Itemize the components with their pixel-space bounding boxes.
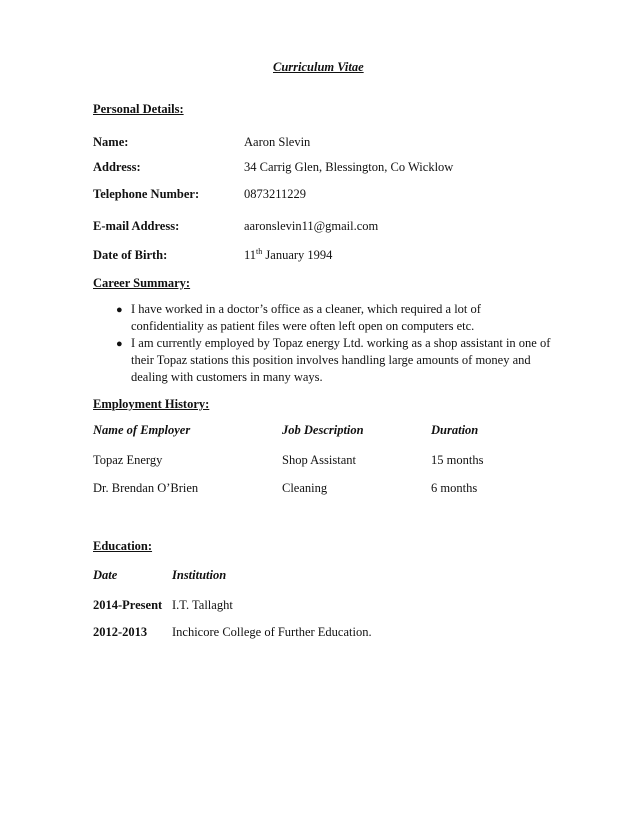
telephone-value: 0873211229 bbox=[244, 187, 307, 201]
document-title: Curriculum Vitae bbox=[273, 60, 364, 74]
education-row-2-institution: Inchicore College of Further Education. bbox=[172, 625, 372, 639]
employment-row-2-duration: 6 months bbox=[431, 481, 478, 495]
education-heading: Education: bbox=[93, 539, 153, 553]
dob-rest: January 1994 bbox=[262, 248, 333, 262]
address-value: 34 Carrig Glen, Blessington, Co Wicklow bbox=[244, 160, 454, 174]
employment-history-heading: Employment History: bbox=[93, 397, 210, 411]
name-value: Aaron Slevin bbox=[244, 135, 311, 149]
name-label: Name: bbox=[93, 135, 129, 149]
education-date-column-header: Date bbox=[93, 568, 118, 582]
telephone-label: Telephone Number: bbox=[93, 187, 200, 201]
employment-row-1-employer: Topaz Energy bbox=[93, 453, 163, 467]
dob-day: 11 bbox=[244, 248, 257, 262]
career-item-2: I am currently employed by Topaz energy Ltd. working as a shop assistant in one of their Topaz stations this position involves handling large amounts of money and dealing with customers in many ways. bbox=[131, 336, 551, 384]
email-value: aaronslevin11@gmail.com bbox=[244, 219, 379, 233]
dob-suffix: th bbox=[256, 246, 263, 256]
dob-label: Date of Birth: bbox=[93, 248, 168, 262]
career-summary-heading: Career Summary: bbox=[93, 276, 191, 290]
dob-value bbox=[244, 247, 332, 263]
bullet-icon: ● bbox=[116, 338, 123, 350]
education-row-1-date: 2014-Present bbox=[93, 598, 163, 612]
education-row-1-institution: I.T. Tallaght bbox=[172, 598, 233, 612]
duration-column-header: Duration bbox=[431, 423, 479, 437]
employer-column-header: Name of Employer bbox=[93, 423, 191, 437]
bullet-icon: ● bbox=[116, 304, 123, 316]
education-institution-column-header: Institution bbox=[172, 568, 227, 582]
employment-row-2-job: Cleaning bbox=[282, 481, 328, 495]
employment-row-2-employer: Dr. Brendan O’Brien bbox=[93, 481, 199, 495]
education-row-2-date: 2012-2013 bbox=[93, 625, 148, 639]
personal-details-heading: Personal Details: bbox=[93, 102, 184, 116]
job-description-column-header: Job Description bbox=[282, 423, 364, 437]
email-label: E-mail Address: bbox=[93, 219, 180, 233]
employment-row-1-duration: 15 months bbox=[431, 453, 484, 467]
career-item-1: I have worked in a doctor’s office as a cleaner, which required a lot of confidentiality as patient files were often left open on computers etc. bbox=[131, 302, 481, 333]
employment-row-1-job: Shop Assistant bbox=[282, 453, 356, 467]
address-label: Address: bbox=[93, 160, 141, 174]
